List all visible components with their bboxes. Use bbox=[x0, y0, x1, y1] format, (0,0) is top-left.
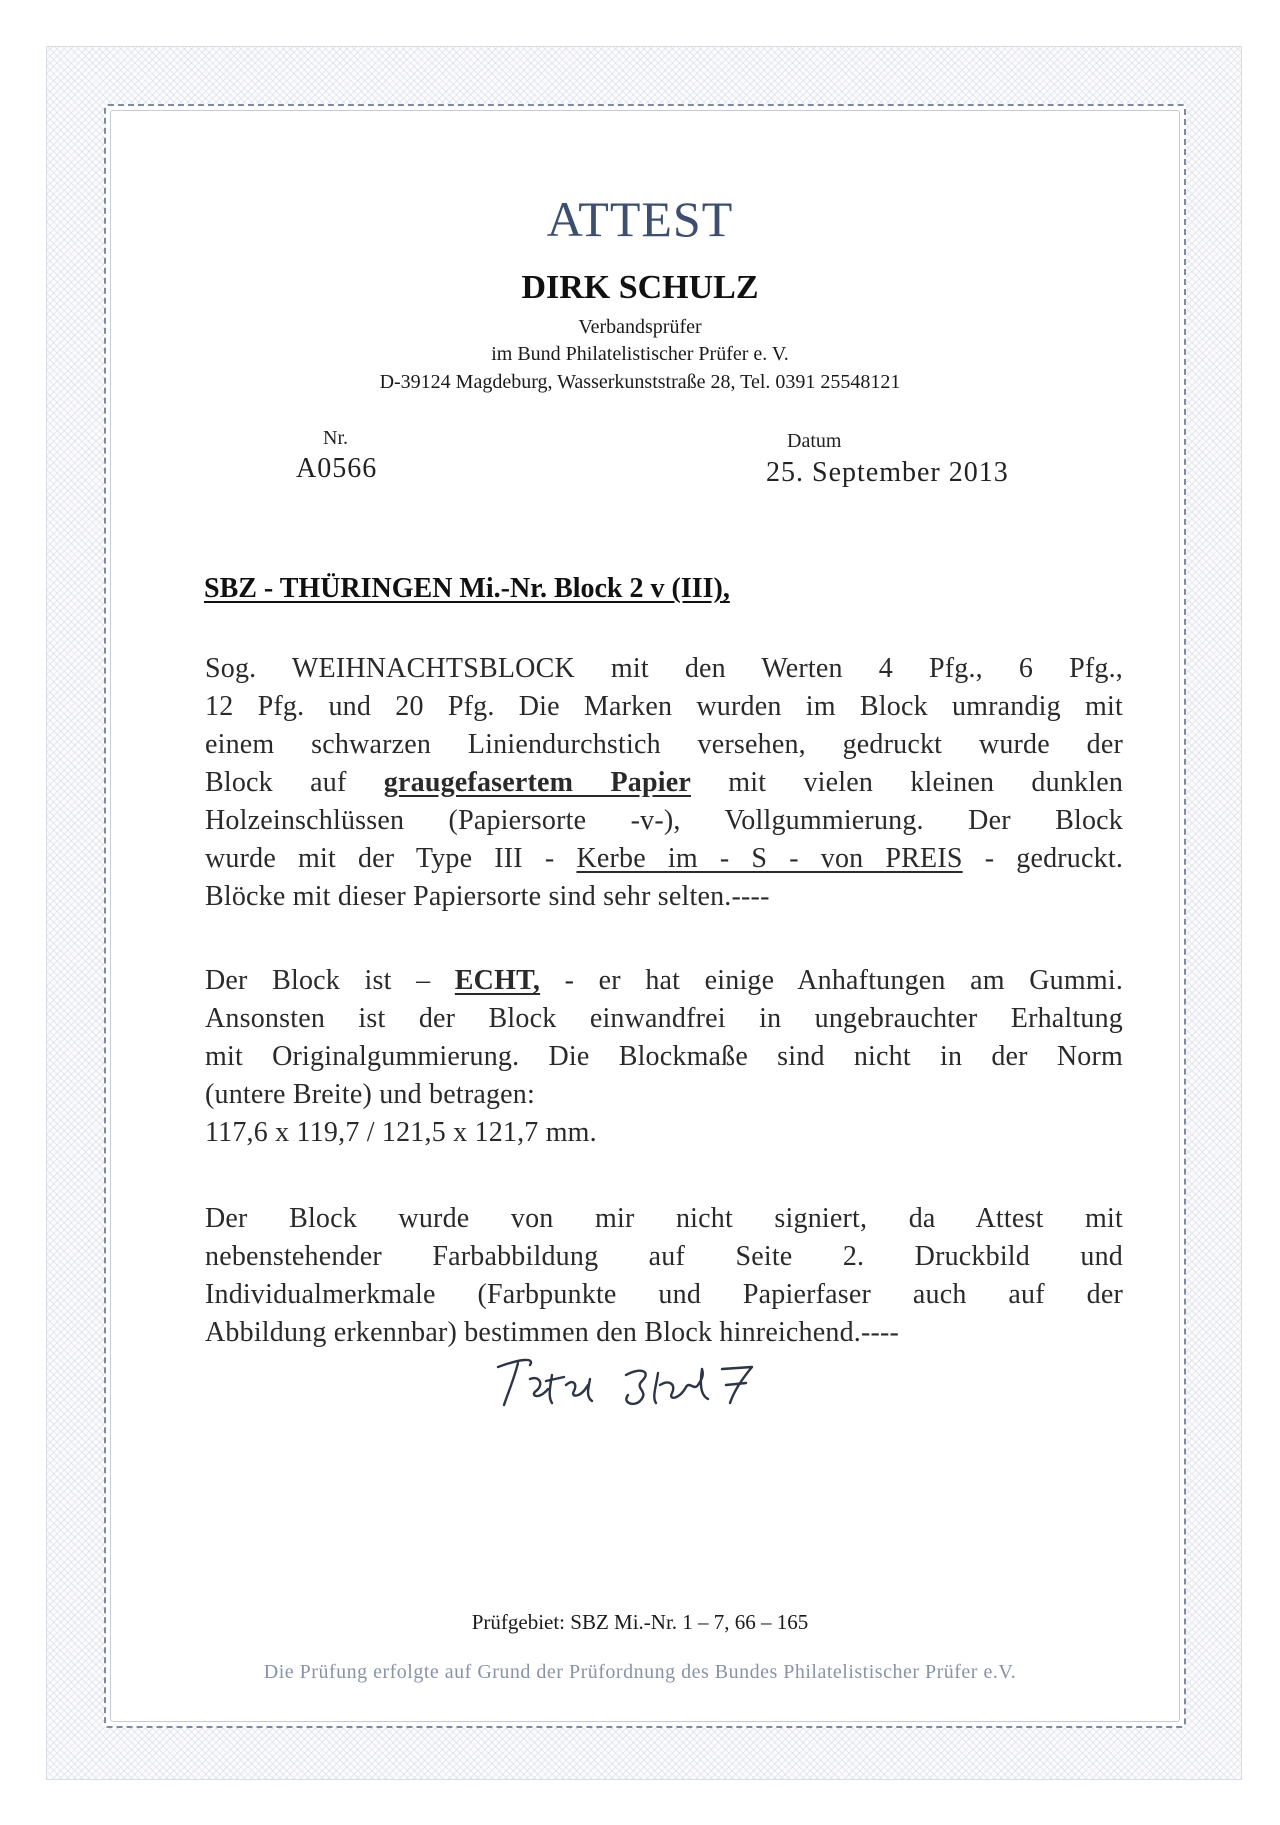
association: im Bund Philatelistischer Prüfer e. V. bbox=[491, 343, 789, 365]
paragraph-description bbox=[205, 650, 1123, 916]
examination-regulation-note: Die Prüfung erfolgte auf Grund der Prüfordnung des Bundes Philatelistischer Prüfer e.V. bbox=[263, 1661, 1017, 1683]
type-emphasis: Kerbe im - S - von PREIS bbox=[576, 843, 963, 874]
text-line: 12 Pfg. und 20 Pfg. Die Marken wurden im Block umrandig mit bbox=[205, 691, 1123, 722]
text-line: einem schwarzen Liniendurchstich versehen, gedruckt wurde der bbox=[205, 729, 1123, 760]
text-segment: Der Block ist – bbox=[205, 965, 431, 996]
date-label: Datum bbox=[787, 430, 842, 452]
certificate-number: A0566 bbox=[296, 453, 378, 484]
paper-type-emphasis: graugefasertem Papier bbox=[383, 767, 691, 798]
text-line: (untere Breite) und betragen: bbox=[205, 1079, 535, 1110]
text-line bbox=[205, 764, 1123, 802]
text-line: Holzeinschlüssen (Papiersorte -v-), Vollgummierung. Der Block bbox=[205, 805, 1123, 836]
text-segment: - gedruckt. bbox=[984, 843, 1124, 874]
text-line: nebenstehender Farbabbildung auf Seite 2. Druckbild und bbox=[205, 1241, 1123, 1272]
examiner-address: D-39124 Magdeburg, Wasserkunststraße 28, Tel. 0391 25548121 bbox=[379, 371, 901, 393]
text-line: 117,6 x 119,7 / 121,5 x 121,7 mm. bbox=[205, 1117, 597, 1148]
text-line: Blöcke mit dieser Papiersorte sind sehr selten.---- bbox=[205, 881, 770, 912]
number-label: Nr. bbox=[323, 427, 348, 449]
examiner-role: Verbandsprüfer bbox=[578, 316, 702, 338]
text-segment: mit vielen kleinen dunklen bbox=[728, 767, 1124, 798]
examination-area: Prüfgebiet: SBZ Mi.-Nr. 1 – 7, 66 – 165 bbox=[471, 1610, 809, 1634]
paragraph-signing-note bbox=[205, 1200, 1123, 1352]
text-segment: wurde mit der Type III - bbox=[205, 843, 555, 874]
text-line bbox=[205, 840, 1123, 878]
text-line bbox=[205, 962, 1123, 1000]
handwritten-signature bbox=[490, 1345, 780, 1415]
text-line: Ansonsten ist der Block einwandfrei in ungebrauchter Erhaltung bbox=[205, 1003, 1123, 1034]
subject-heading: SBZ - THÜRINGEN Mi.-Nr. Block 2 v (III), bbox=[204, 573, 730, 604]
text-segment: Block auf bbox=[205, 767, 347, 798]
paragraph-assessment bbox=[205, 962, 1123, 1152]
text-segment: - er hat einige Anhaftungen am Gummi. bbox=[564, 965, 1124, 996]
certificate-date: 25. September 2013 bbox=[766, 457, 1009, 488]
certificate-title: ATTEST bbox=[546, 191, 734, 247]
examiner-name: DIRK SCHULZ bbox=[521, 269, 759, 306]
text-line: Der Block wurde von mir nicht signiert, da Attest mit bbox=[205, 1203, 1123, 1234]
authenticity-verdict: ECHT, bbox=[454, 965, 541, 996]
text-line: mit Originalgummierung. Die Blockmaße sind nicht in der Norm bbox=[205, 1041, 1123, 1072]
text-line: Individualmerkmale (Farbpunkte und Papierfaser auch auf der bbox=[205, 1279, 1123, 1310]
text-line: Abbildung erkennbar) bestimmen den Block hinreichend.---- bbox=[205, 1317, 900, 1348]
text-line: Sog. WEIHNACHTSBLOCK mit den Werten 4 Pfg., 6 Pfg., bbox=[205, 653, 1123, 684]
